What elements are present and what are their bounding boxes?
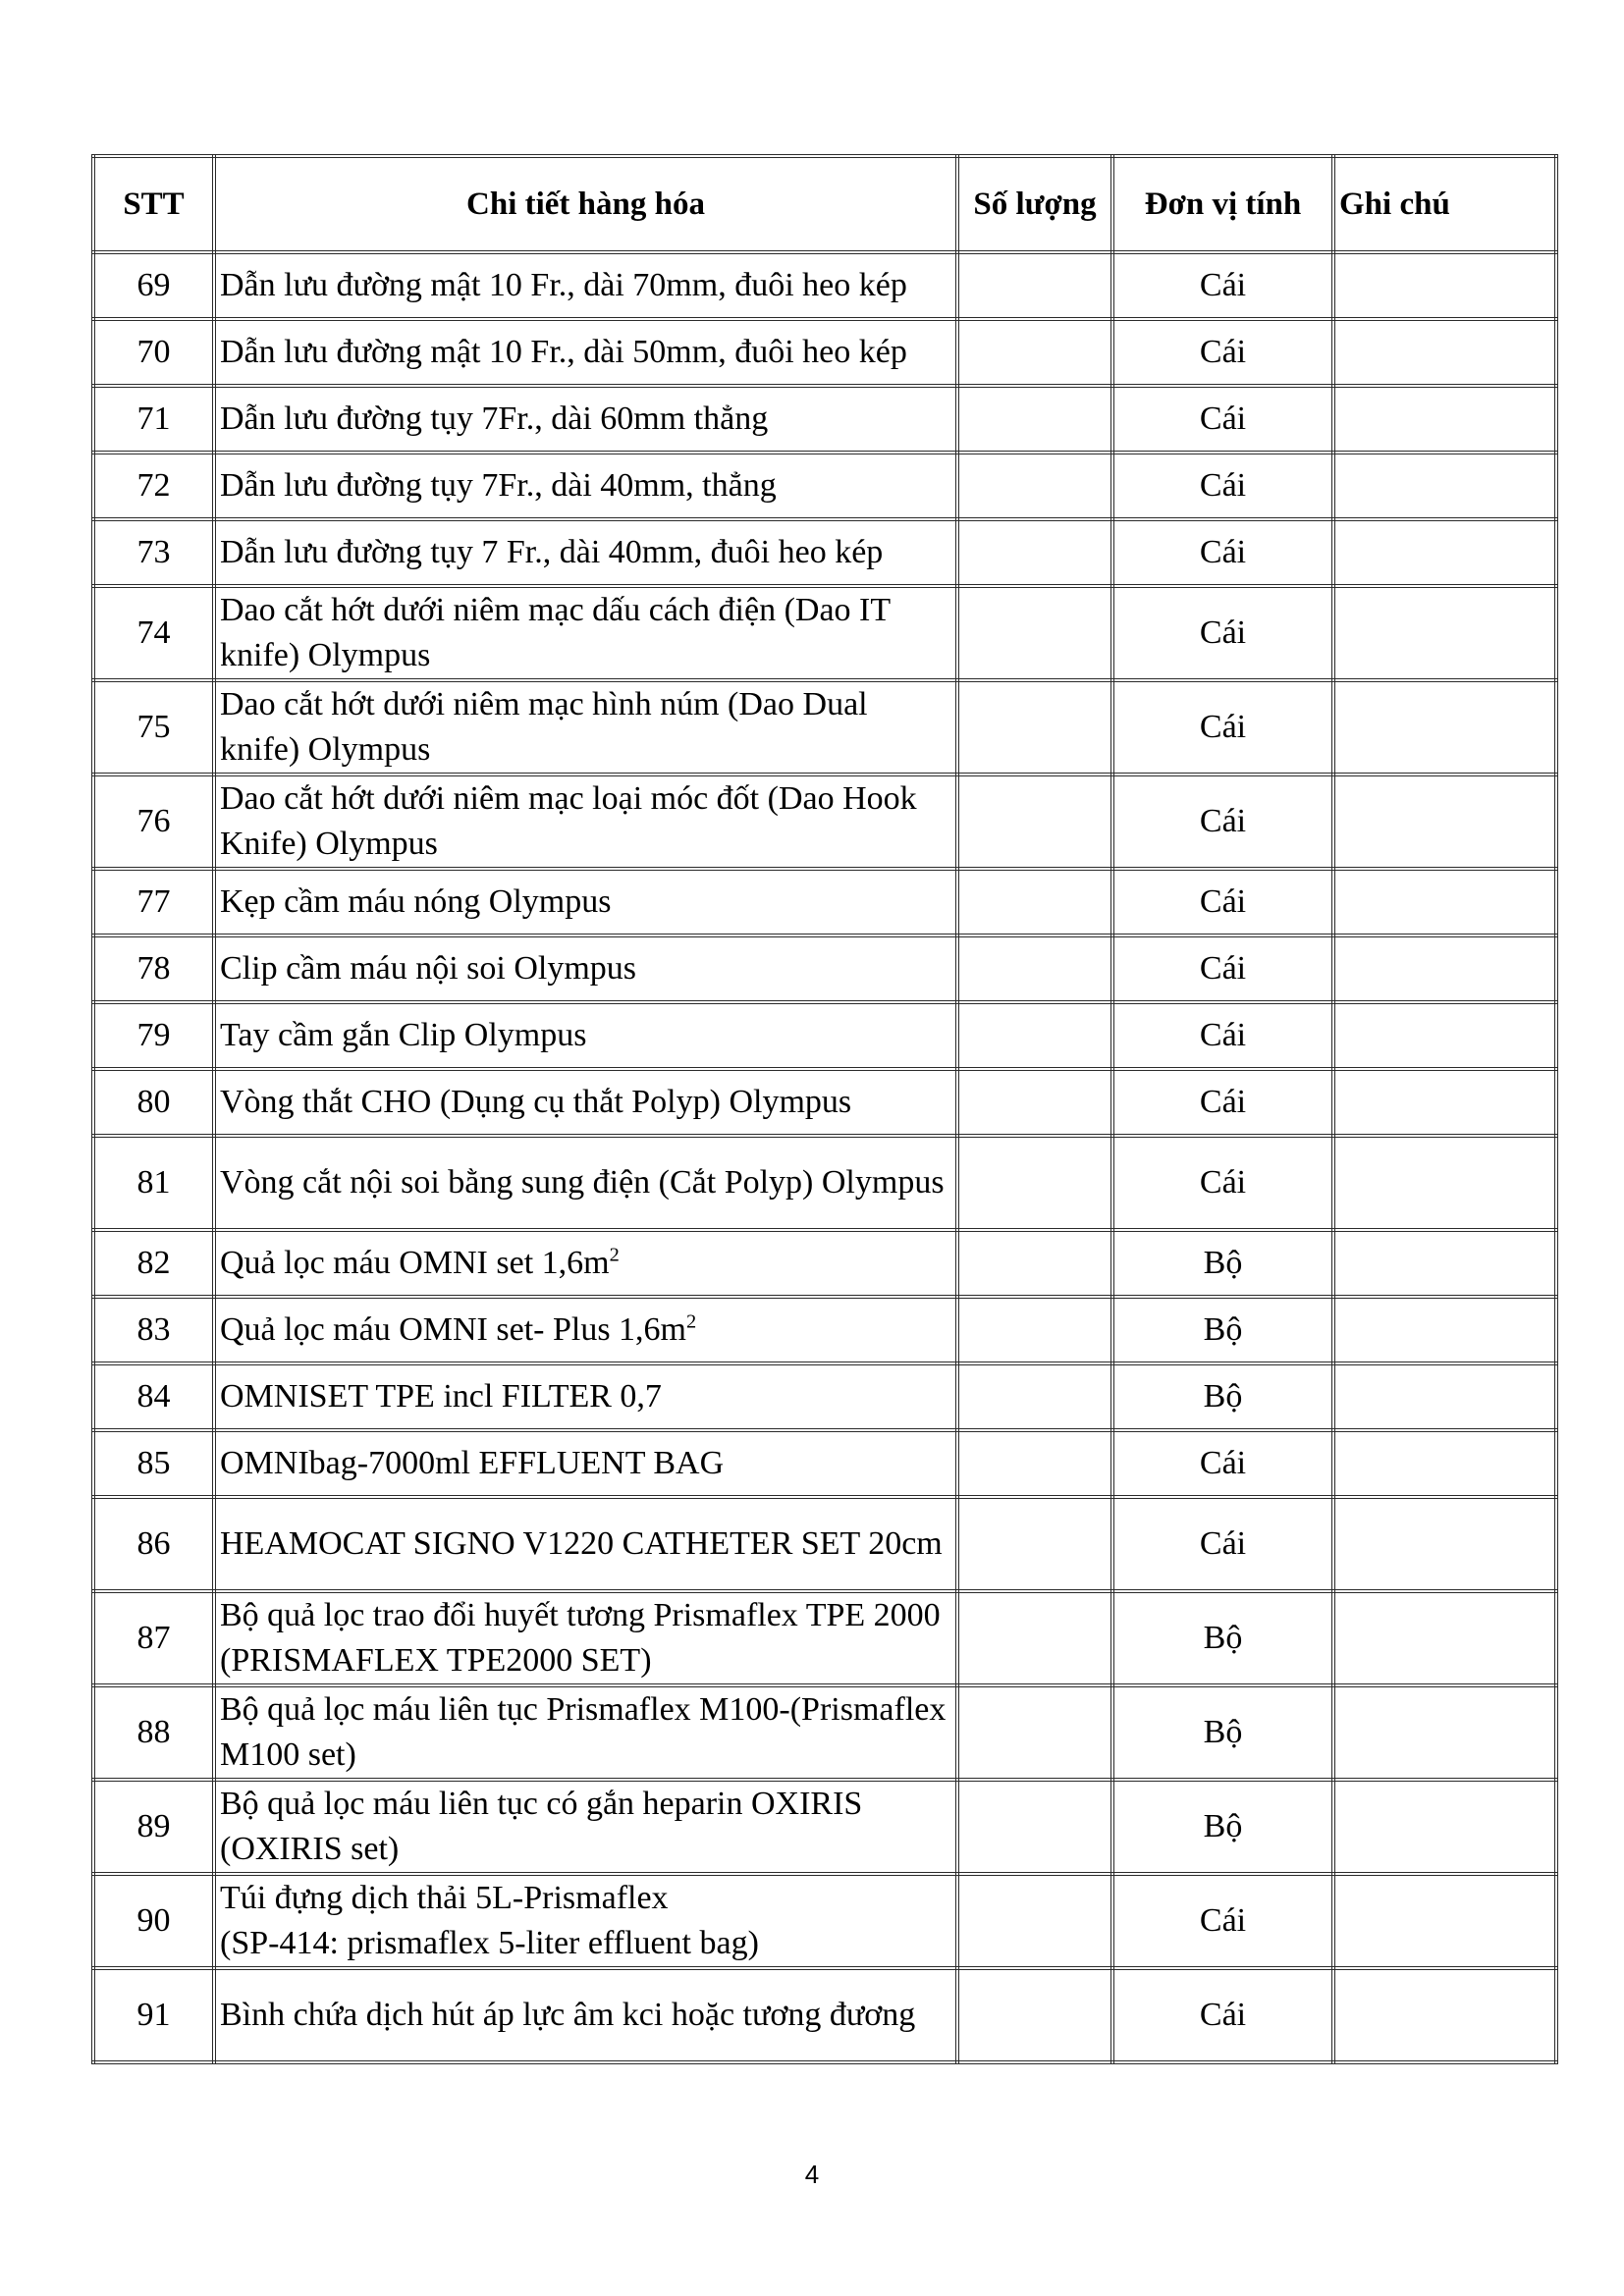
row-item-text: Dao cắt hớt dưới niêm mạc dấu cách điện (Dao IT knife) Olympus — [220, 592, 891, 673]
row-stt: 84 — [93, 1363, 214, 1430]
row-unit: Cái — [1112, 1136, 1333, 1230]
row-stt: 69 — [93, 252, 214, 319]
row-note — [1333, 774, 1556, 869]
row-note — [1333, 319, 1556, 386]
row-quantity — [957, 680, 1112, 774]
row-item-text: Bộ quả lọc máu liên tục có gắn heparin OXIRIS (OXIRIS set) — [220, 1786, 863, 1867]
row-unit: Cái — [1112, 1968, 1333, 2062]
row-quantity — [957, 1297, 1112, 1363]
row-unit: Cái — [1112, 935, 1333, 1002]
row-item-details — [214, 1002, 957, 1069]
header-unit: Đơn vị tính — [1112, 156, 1333, 252]
row-quantity — [957, 1136, 1112, 1230]
table-row — [93, 1069, 1556, 1136]
table-row — [93, 586, 1556, 680]
row-note — [1333, 680, 1556, 774]
row-item-details — [214, 774, 957, 869]
row-unit: Cái — [1112, 319, 1333, 386]
row-item-text: Dẫn lưu đường tụy 7 Fr., dài 40mm, đuôi heo kép — [220, 534, 884, 571]
row-note — [1333, 1363, 1556, 1430]
row-item-details — [214, 1874, 957, 1968]
table-row — [93, 1297, 1556, 1363]
row-quantity — [957, 386, 1112, 453]
table-row — [93, 252, 1556, 319]
table-row — [93, 869, 1556, 935]
row-item-details — [214, 1685, 957, 1780]
row-item-text: Bộ quả lọc trao đổi huyết tương Prismaflex TPE 2000 (PRISMAFLEX TPE2000 SET) — [220, 1597, 941, 1679]
table-row — [93, 1002, 1556, 1069]
row-unit: Cái — [1112, 252, 1333, 319]
row-item-details — [214, 1591, 957, 1685]
row-quantity — [957, 1230, 1112, 1297]
row-item-details — [214, 1968, 957, 2062]
row-stt: 82 — [93, 1230, 214, 1297]
row-item-details — [214, 869, 957, 935]
row-quantity — [957, 1430, 1112, 1497]
row-unit: Cái — [1112, 1430, 1333, 1497]
row-item-details — [214, 453, 957, 519]
row-stt: 81 — [93, 1136, 214, 1230]
table-row — [93, 519, 1556, 586]
table-row — [93, 1430, 1556, 1497]
table-row — [93, 935, 1556, 1002]
row-stt: 71 — [93, 386, 214, 453]
row-item-details — [214, 252, 957, 319]
row-note — [1333, 869, 1556, 935]
page-number: 4 — [804, 2160, 820, 2189]
table-row — [93, 774, 1556, 869]
row-note — [1333, 386, 1556, 453]
row-note — [1333, 1430, 1556, 1497]
row-unit: Bộ — [1112, 1591, 1333, 1685]
row-quantity — [957, 1497, 1112, 1591]
row-note — [1333, 1685, 1556, 1780]
row-note — [1333, 1230, 1556, 1297]
row-quantity — [957, 774, 1112, 869]
row-unit: Cái — [1112, 1002, 1333, 1069]
row-item-text: OMNISET TPE incl FILTER 0,7 — [220, 1378, 662, 1415]
row-note — [1333, 1874, 1556, 1968]
row-quantity — [957, 935, 1112, 1002]
row-stt: 78 — [93, 935, 214, 1002]
row-unit: Cái — [1112, 869, 1333, 935]
row-note — [1333, 1069, 1556, 1136]
row-item-text: Dẫn lưu đường tụy 7Fr., dài 60mm thẳng — [220, 400, 769, 438]
row-stt: 90 — [93, 1874, 214, 1968]
row-stt: 77 — [93, 869, 214, 935]
row-quantity — [957, 869, 1112, 935]
row-stt: 73 — [93, 519, 214, 586]
row-item-details — [214, 1780, 957, 1874]
row-item-text: Tay cầm gắn Clip Olympus — [220, 1017, 587, 1054]
row-quantity — [957, 1002, 1112, 1069]
row-quantity — [957, 319, 1112, 386]
row-unit: Bộ — [1112, 1685, 1333, 1780]
table-row — [93, 1685, 1556, 1780]
row-item-text: Dẫn lưu đường mật 10 Fr., dài 70mm, đuôi heo kép — [220, 267, 907, 304]
table-row — [93, 1136, 1556, 1230]
row-stt: 72 — [93, 453, 214, 519]
header-row — [93, 156, 1556, 252]
row-unit: Cái — [1112, 1069, 1333, 1136]
row-stt: 85 — [93, 1430, 214, 1497]
table-row — [93, 386, 1556, 453]
row-item-details — [214, 1430, 957, 1497]
header-note: Ghi chú — [1333, 156, 1556, 252]
row-quantity — [957, 1968, 1112, 2062]
row-item-text: Vòng cắt nội soi bằng sung điện (Cắt Polyp) Olympus — [220, 1164, 945, 1201]
row-stt: 89 — [93, 1780, 214, 1874]
row-stt: 75 — [93, 680, 214, 774]
table-row — [93, 680, 1556, 774]
row-item-details — [214, 935, 957, 1002]
row-unit: Cái — [1112, 774, 1333, 869]
row-quantity — [957, 252, 1112, 319]
table-row — [93, 1363, 1556, 1430]
row-quantity — [957, 1069, 1112, 1136]
row-item-text: OMNIbag-7000ml EFFLUENT BAG — [220, 1445, 725, 1482]
row-item-details — [214, 1363, 957, 1430]
row-item-text: Vòng thắt CHO (Dụng cụ thắt Polyp) Olympus — [220, 1084, 852, 1121]
row-note — [1333, 1497, 1556, 1591]
row-stt: 88 — [93, 1685, 214, 1780]
row-quantity — [957, 1874, 1112, 1968]
table-row — [93, 1591, 1556, 1685]
row-item-details — [214, 680, 957, 774]
row-note — [1333, 519, 1556, 586]
row-quantity — [957, 519, 1112, 586]
table-row — [93, 1874, 1556, 1968]
row-note — [1333, 1591, 1556, 1685]
row-stt: 79 — [93, 1002, 214, 1069]
row-note — [1333, 935, 1556, 1002]
row-unit: Cái — [1112, 680, 1333, 774]
row-item-text: Quả lọc máu OMNI set 1,6m — [220, 1245, 610, 1282]
row-item-details — [214, 319, 957, 386]
row-unit: Cái — [1112, 1497, 1333, 1591]
row-quantity — [957, 453, 1112, 519]
header-stt: STT — [93, 156, 214, 252]
row-note — [1333, 1780, 1556, 1874]
row-unit: Cái — [1112, 1874, 1333, 1968]
row-quantity — [957, 1591, 1112, 1685]
row-item-text: Bình chứa dịch hút áp lực âm kci hoặc tương đương — [220, 1997, 916, 2034]
row-item-superscript: 2 — [609, 1244, 620, 1266]
row-unit: Bộ — [1112, 1363, 1333, 1430]
row-stt: 86 — [93, 1497, 214, 1591]
row-quantity — [957, 1780, 1112, 1874]
table-row — [93, 1968, 1556, 2062]
row-unit: Cái — [1112, 586, 1333, 680]
table-row — [93, 453, 1556, 519]
row-item-text: HEAMOCAT SIGNO V1220 CATHETER SET 20cm — [220, 1525, 943, 1563]
row-stt: 70 — [93, 319, 214, 386]
row-item-text: Clip cầm máu nội soi Olympus — [220, 950, 637, 988]
row-note — [1333, 453, 1556, 519]
table-row — [93, 1497, 1556, 1591]
row-note — [1333, 1136, 1556, 1230]
row-item-text: Quả lọc máu OMNI set- Plus 1,6m — [220, 1311, 687, 1349]
row-item-details — [214, 586, 957, 680]
row-unit: Bộ — [1112, 1297, 1333, 1363]
row-note — [1333, 1297, 1556, 1363]
goods-table — [91, 154, 1558, 2064]
row-item-details — [214, 1497, 957, 1591]
row-quantity — [957, 1363, 1112, 1430]
row-stt: 80 — [93, 1069, 214, 1136]
row-item-text: Túi đựng dịch thải 5L-Prismaflex (SP-414: prismaflex 5-liter effluent bag) — [220, 1880, 759, 1961]
table-row — [93, 1780, 1556, 1874]
row-unit: Cái — [1112, 519, 1333, 586]
row-stt: 87 — [93, 1591, 214, 1685]
row-note — [1333, 586, 1556, 680]
row-item-details — [214, 1069, 957, 1136]
table-body — [93, 252, 1556, 2062]
row-quantity — [957, 586, 1112, 680]
row-item-text: Dao cắt hớt dưới niêm mạc hình núm (Dao Dual knife) Olympus — [220, 686, 868, 768]
row-stt: 83 — [93, 1297, 214, 1363]
row-item-text: Bộ quả lọc máu liên tục Prismaflex M100-(Prismaflex M100 set) — [220, 1691, 947, 1773]
row-item-text: Kẹp cầm máu nóng Olympus — [220, 883, 612, 921]
row-item-details — [214, 1136, 957, 1230]
row-stt: 76 — [93, 774, 214, 869]
row-unit: Bộ — [1112, 1230, 1333, 1297]
row-note — [1333, 1002, 1556, 1069]
row-item-text: Dao cắt hớt dưới niêm mạc loại móc đốt (Dao Hook Knife) Olympus — [220, 780, 917, 862]
row-item-details — [214, 386, 957, 453]
table-row — [93, 1230, 1556, 1297]
row-stt: 74 — [93, 586, 214, 680]
row-item-details — [214, 1230, 957, 1297]
row-note — [1333, 252, 1556, 319]
row-unit: Cái — [1112, 453, 1333, 519]
row-item-details — [214, 1297, 957, 1363]
row-item-text: Dẫn lưu đường tụy 7Fr., dài 40mm, thẳng — [220, 467, 777, 505]
row-item-superscript: 2 — [686, 1310, 697, 1333]
header-item-details: Chi tiết hàng hóa — [214, 156, 957, 252]
row-unit: Bộ — [1112, 1780, 1333, 1874]
row-item-text: Dẫn lưu đường mật 10 Fr., dài 50mm, đuôi heo kép — [220, 334, 907, 371]
table-row — [93, 319, 1556, 386]
row-note — [1333, 1968, 1556, 2062]
row-quantity — [957, 1685, 1112, 1780]
row-stt: 91 — [93, 1968, 214, 2062]
row-unit: Cái — [1112, 386, 1333, 453]
row-item-details — [214, 519, 957, 586]
header-quantity: Số lượng — [957, 156, 1112, 252]
